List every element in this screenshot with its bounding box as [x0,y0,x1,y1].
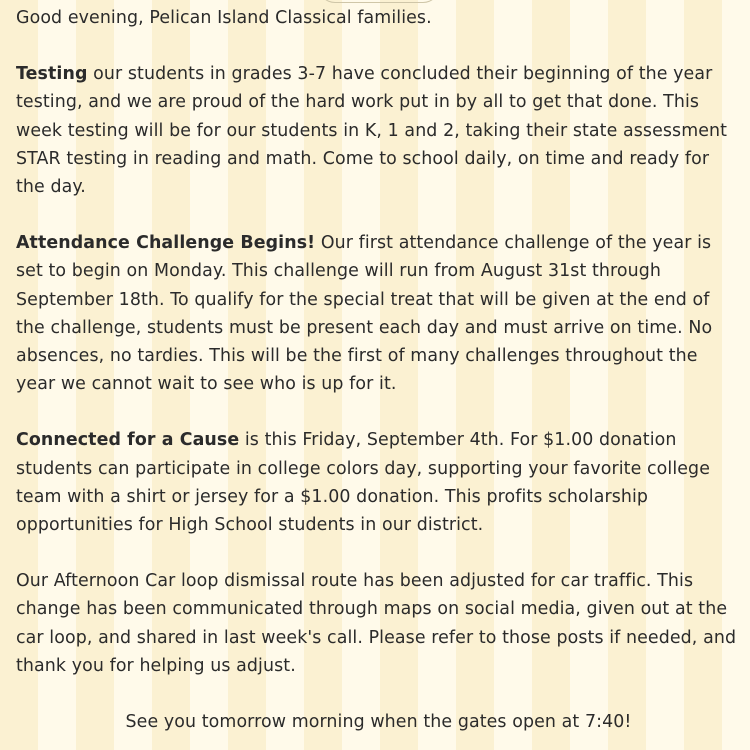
attendance-paragraph [16,229,741,398]
cause-text: is this Friday, September 4th. For $1.00 donation students can participate in college colors day, supporting your favorite college team with a shirt or jersey for a $1.00 donation. This profits scholarship opportunities for High School students in our district. [16,430,710,536]
closing-line: See you tomorrow morning when the gates open at 7:40! [125,712,632,733]
cause-paragraph [16,426,741,539]
cause-heading: Connected for a Cause [16,430,240,451]
car-loop-paragraph: Our Afternoon Car loop dismissal route has been adjusted for car traffic. This change has been communicated through maps on social media, given out at the car loop, and shared in last week's call. Please refer to those posts if needed, and thank you for helping us adjust. [16,571,737,676]
attendance-text: Our first attendance challenge of the year is set to begin on Monday. This challenge will run from August 31st through September 18th. To qualify for the special treat that will be given at the end of the challenge, students must be present each day and must arrive on time. No absences, no tardies. This will be the first of many challenges throughout the year we cannot wait to see who is up for it. [16,233,713,395]
testing-heading: Testing [16,64,88,85]
newsletter-body [16,4,741,736]
greeting: Good evening, Pelican Island Classical families. [16,8,432,28]
testing-paragraph [16,60,741,201]
testing-text: our students in grades 3-7 have concluded their beginning of the year testing, and we are proud of the hard work put in by all to get that done. This week testing will be for our students in K, 1 and 2, taking their state assessment STAR testing in reading and math. Come to school daily, on time and ready for the day. [16,64,728,198]
attendance-heading: Attendance Challenge Begins! [16,233,316,254]
header-graphic-edge [318,0,440,3]
